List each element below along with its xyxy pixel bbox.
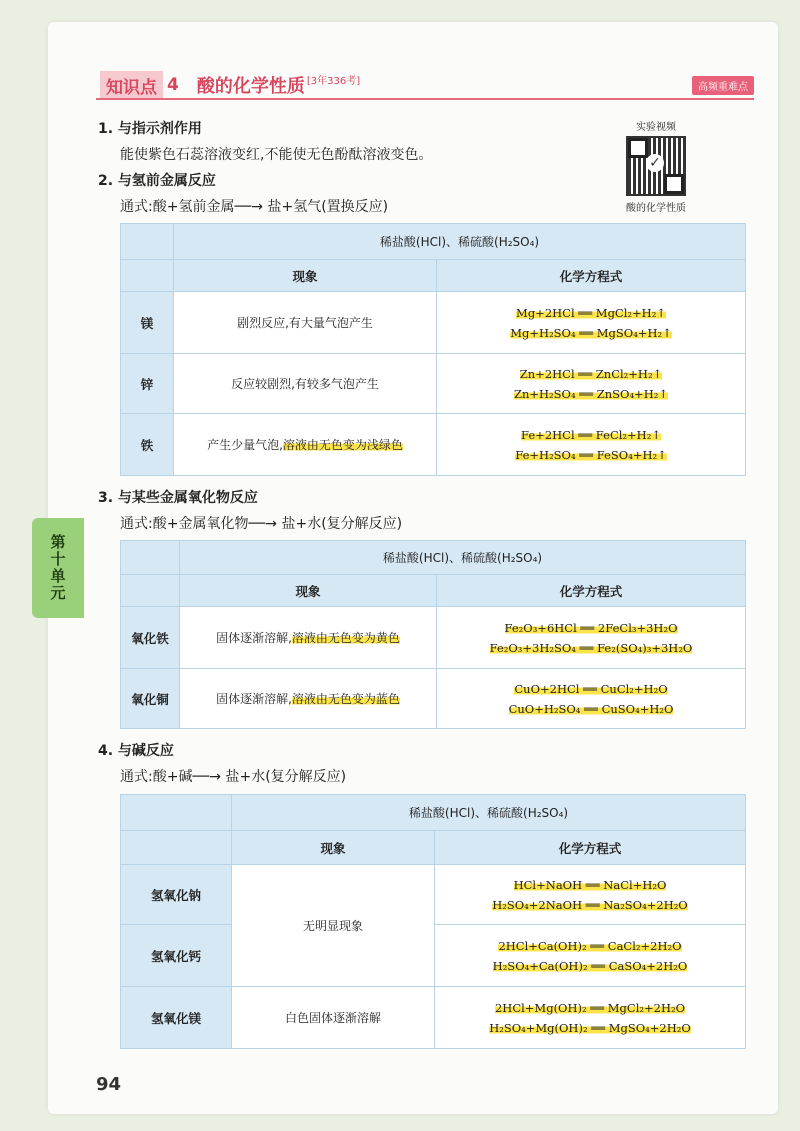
qr-caption-bottom: 酸的化学性质 xyxy=(626,203,686,214)
base-reaction-table xyxy=(120,794,746,1049)
section-3-heading: 3. 与某些金属氧化物反应 xyxy=(98,490,258,506)
metal-reaction-table xyxy=(120,223,746,476)
difficulty-badge: 高频重难点 xyxy=(692,76,754,95)
phenomenon-cell: 固体逐渐溶解,溶液由无色变为黄色 xyxy=(180,607,437,669)
table-row xyxy=(121,669,746,729)
unit-side-tab[interactable]: 第十单元 xyxy=(32,518,84,618)
oxide-reaction-table xyxy=(120,540,746,729)
table-row xyxy=(121,292,746,354)
qr-caption-top: 实验视频 xyxy=(636,122,676,133)
page-title: 酸的化学性质 xyxy=(196,76,305,97)
qr-code-icon[interactable] xyxy=(626,136,686,196)
col-header-equation: 化学方程式 xyxy=(435,831,746,865)
equation-cell: Mg+2HCl ══ MgCl₂+H₂↑ Mg+H₂SO₄ ══ MgSO₄+H₂↑ xyxy=(437,292,746,354)
table-title: 稀盐酸(HCl)、稀硫酸(H₂SO₄) xyxy=(232,795,746,831)
table-row xyxy=(121,414,746,476)
row-label: 锌 xyxy=(121,354,174,414)
section-header xyxy=(100,72,360,98)
equation-cell: Fe₂O₃+6HCl ══ 2FeCl₃+3H₂O Fe₂O₃+3H₂SO₄ ══ Fe₂(SO₄)₃+3H₂O xyxy=(437,607,746,669)
row-label: 氧化铜 xyxy=(121,669,180,729)
phenomenon-cell: 反应较剧烈,有较多气泡产生 xyxy=(174,354,437,414)
page-number: 94 xyxy=(96,1074,122,1095)
equation-cell: 2HCl+Mg(OH)₂ ══ MgCl₂+2H₂O H₂SO₄+Mg(OH)₂ ══ MgSO₄+2H₂O xyxy=(435,987,746,1049)
equation-cell: CuO+2HCl ══ CuCl₂+H₂O CuO+H₂SO₄ ══ CuSO₄+H₂O xyxy=(437,669,746,729)
knowledge-point-number: 4 xyxy=(167,75,179,95)
row-label: 镁 xyxy=(121,292,174,354)
section-3-formula: 通式:酸+金属氧化物──→ 盐+水(复分解反应) xyxy=(120,516,403,532)
phenomenon-cell: 无明显现象 xyxy=(232,865,435,987)
phenomenon-cell: 产生少量气泡,溶液由无色变为浅绿色 xyxy=(174,414,437,476)
col-header-equation: 化学方程式 xyxy=(437,575,746,607)
header-divider xyxy=(96,98,754,100)
equation-cell: Fe+2HCl ══ FeCl₂+H₂↑ Fe+H₂SO₄ ══ FeSO₄+H₂↑ xyxy=(437,414,746,476)
row-label: 氢氧化钙 xyxy=(121,925,232,987)
section-4-formula: 通式:酸+碱──→ 盐+水(复分解反应) xyxy=(120,769,347,785)
qr-code-block[interactable] xyxy=(606,118,706,214)
equation-cell: HCl+NaOH ══ NaCl+H₂O H₂SO₄+2NaOH ══ Na₂SO₄+2H₂O xyxy=(435,865,746,925)
col-header-equation: 化学方程式 xyxy=(437,260,746,292)
col-header-phenomenon: 现象 xyxy=(232,831,435,865)
table-title: 稀盐酸(HCl)、稀硫酸(H₂SO₄) xyxy=(174,224,746,260)
table-row xyxy=(121,865,746,925)
exam-note: [3年336考] xyxy=(306,75,361,87)
section-2-formula: 通式:酸+氢前金属──→ 盐+氢气(置换反应) xyxy=(120,199,389,215)
col-header-phenomenon: 现象 xyxy=(180,575,437,607)
section-1-text: 能使紫色石蕊溶液变红,不能使无色酚酞溶液变色。 xyxy=(120,147,433,163)
section-4-heading: 4. 与碱反应 xyxy=(98,743,174,759)
row-label: 铁 xyxy=(121,414,174,476)
row-label: 氢氧化镁 xyxy=(121,987,232,1049)
col-header-phenomenon: 现象 xyxy=(174,260,437,292)
table-row xyxy=(121,987,746,1049)
row-label: 氧化铁 xyxy=(121,607,180,669)
table-row xyxy=(121,354,746,414)
equation-cell: 2HCl+Ca(OH)₂ ══ CaCl₂+2H₂O H₂SO₄+Ca(OH)₂ ══ CaSO₄+2H₂O xyxy=(435,925,746,987)
phenomenon-cell: 剧烈反应,有大量气泡产生 xyxy=(174,292,437,354)
row-label: 氢氧化钠 xyxy=(121,865,232,925)
table-row xyxy=(121,607,746,669)
knowledge-point-label: 知识点 xyxy=(100,71,163,100)
equation-cell: Zn+2HCl ══ ZnCl₂+H₂↑ Zn+H₂SO₄ ══ ZnSO₄+H₂↑ xyxy=(437,354,746,414)
section-2-heading: 2. 与氢前金属反应 xyxy=(98,173,216,189)
phenomenon-cell: 白色固体逐渐溶解 xyxy=(232,987,435,1049)
check-icon: ✓ xyxy=(646,154,664,172)
table-title: 稀盐酸(HCl)、稀硫酸(H₂SO₄) xyxy=(180,541,746,575)
phenomenon-cell: 固体逐渐溶解,溶液由无色变为蓝色 xyxy=(180,669,437,729)
section-1-heading: 1. 与指示剂作用 xyxy=(98,121,202,137)
